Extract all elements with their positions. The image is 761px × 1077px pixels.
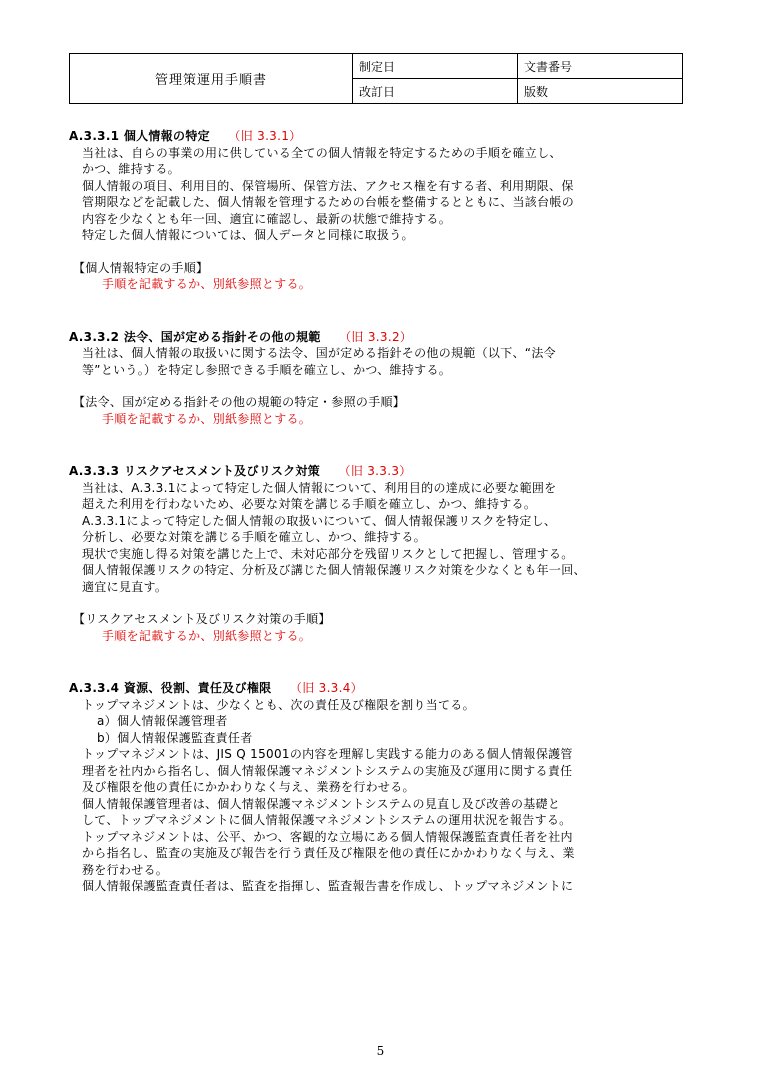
section-heading <box>69 463 709 480</box>
section-body <box>82 345 709 378</box>
body-line: 当社は、個人情報の取扱いに関する法令、国が定める指針その他の規範（以下、“法令 <box>82 346 556 360</box>
section-title: 個人情報の特定 <box>123 129 210 143</box>
procedure-note: 手順を記載するか、別紙参照とする。 <box>102 628 312 643</box>
body-line: 等”という。）を特定し参照できる手順を確立し、かつ、維持する。 <box>82 362 452 377</box>
section-body <box>82 145 709 244</box>
body-line: トップマネジメントは、少なくとも、次の責任及び権限を割り当てる。 <box>82 697 475 712</box>
procedure-note: 手順を記載するか、別紙参照とする。 <box>102 411 312 426</box>
body-line: して、トップマネジメントに個人情報保護マネジメントシステムの運用状況を報告する。 <box>82 813 572 827</box>
enacted-date-label: 制定日 <box>353 54 518 79</box>
body-line: 適宜に見直す。 <box>82 579 168 594</box>
old-reference: （旧 3.3.4） <box>289 681 363 695</box>
section-heading <box>69 680 709 697</box>
section-a331 <box>69 128 709 293</box>
procedure-title: 【個人情報特定の手順】 <box>73 260 209 275</box>
body-line: 現状で実施し得る対策を講じた上で、未対応部分を残留リスクとして把握し、管理する。 <box>82 546 574 561</box>
list-item: a）個人情報保護管理者 <box>97 714 228 728</box>
section-number: A.3.3.4 <box>69 681 120 695</box>
procedure-note: 手順を記載するか、別紙参照とする。 <box>102 277 312 291</box>
section-title: 法令、国が定める指針その他の規範 <box>123 329 321 344</box>
page-number: 5 <box>376 1044 385 1058</box>
section-number: A.3.3.2 <box>69 329 120 344</box>
body-line: A.3.3.1によって特定した個人情報の取扱いについて、個人情報保護リスクを特定し、 <box>82 513 557 528</box>
body-line: かつ、維持する。 <box>82 162 180 176</box>
body-line: 理者を社内から指名し、個人情報保護マネジメントシステムの実施及び運用に関する責任 <box>82 763 573 778</box>
body-line: 特定した個人情報については、個人データと同様に取扱う。 <box>82 228 414 242</box>
list-item: b）個人情報保護監査責任者 <box>97 730 253 745</box>
section-number: A.3.3.3 <box>69 464 120 478</box>
section-body <box>82 746 709 895</box>
section-a333 <box>69 463 709 644</box>
edition-label: 版数 <box>518 79 683 104</box>
section-heading <box>69 128 709 145</box>
body-line: 内容を少なくとも年一回、適宜に確認し、最新の状態で維持する。 <box>82 211 452 226</box>
body-line: 個人情報保護リスクの特定、分析及び講じた個人情報保護リスク対策を少なくとも年一回、 <box>82 563 586 577</box>
section-heading <box>69 329 709 346</box>
body-line: トップマネジメントは、公平、かつ、客観的な立場にある個人情報保護監査責任者を社内 <box>82 829 573 844</box>
section-title: 資源、役割、責任及び権限 <box>123 681 272 695</box>
section-a332 <box>69 329 709 428</box>
old-reference: （旧 3.3.1） <box>228 129 302 143</box>
revised-date-label: 改訂日 <box>353 79 518 104</box>
body-line: から指名し、監査の実施及び報告を行う責任及び権限を他の責任にかかわりなく与え、業 <box>82 846 575 860</box>
body-line: 個人情報保護監査責任者は、監査を指揮し、監査報告書を作成し、トップマネジメントに <box>82 879 574 893</box>
old-reference: （旧 3.3.3） <box>338 464 412 478</box>
body-line: 及び権限を他の責任にかかわりなく与え、業務を行わせる。 <box>82 780 415 794</box>
procedure-title: 【法令、国が定める指針その他の規範の特定・参照の手順】 <box>73 395 406 409</box>
document-body <box>69 128 709 895</box>
body-line: 当社は、A.3.3.1によって特定した個人情報について、利用目的の達成に必要な範囲を <box>82 480 557 495</box>
old-reference: （旧 3.3.2） <box>339 329 413 344</box>
body-line: 当社は、自らの事業の用に供している全ての個人情報を特定するための手順を確立し、 <box>82 145 562 160</box>
section-a334 <box>69 680 709 895</box>
section-body <box>82 697 709 714</box>
section-number: A.3.3.1 <box>69 129 120 143</box>
body-line: 超えた利用を行わないため、必要な対策を講じる手順を確立し、かつ、維持する。 <box>82 497 537 511</box>
body-line: 務を行わせる。 <box>82 862 169 877</box>
body-line: 個人情報保護管理者は、個人情報保護マネジメントシステムの見直し及び改善の基礎と <box>82 796 561 811</box>
document-header-table <box>69 53 683 104</box>
body-line: トップマネジメントは、JIS Q 15001の内容を理解し実践する能力のある個人情報保護管 <box>82 747 573 761</box>
body-line: 個人情報の項目、利用目的、保管場所、保管方法、アクセス権を有する者、利用期限、保 <box>82 178 574 193</box>
procedure-title: 【リスクアセスメント及びリスク対策の手順】 <box>73 612 331 626</box>
section-title: リスクアセスメント及びリスク対策 <box>123 464 321 478</box>
body-line: 管期限などを記載した、個人情報を管理するための台帳を整備するとともに、当該台帳の <box>82 195 575 209</box>
document-title: 管理策運用手順書 <box>70 54 353 104</box>
body-line: 分析し、必要な対策を講じる手順を確立し、かつ、維持する。 <box>82 530 426 544</box>
section-body <box>82 480 709 596</box>
document-number-label: 文書番号 <box>518 54 683 79</box>
